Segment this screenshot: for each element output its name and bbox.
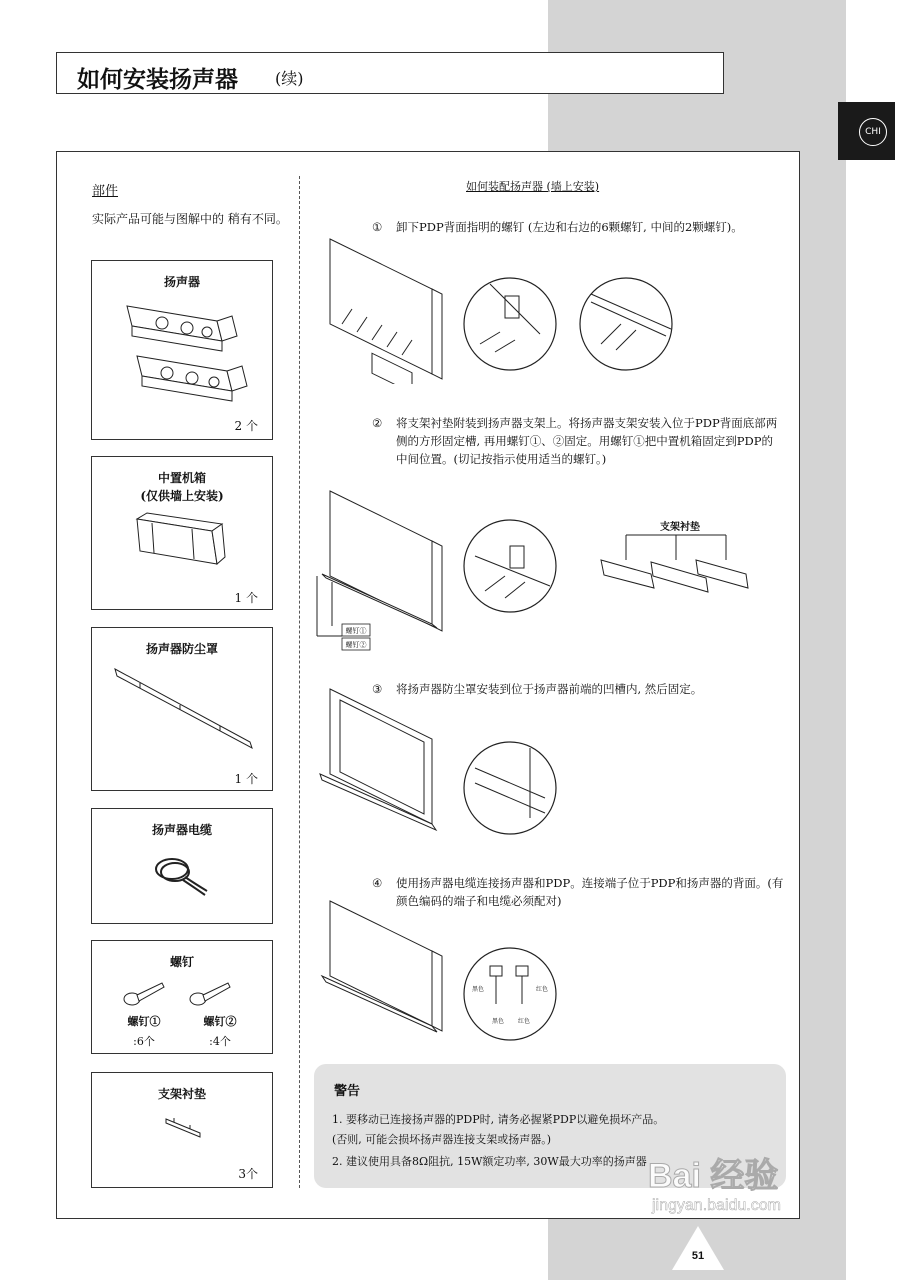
part-box-speaker-cable — [91, 808, 273, 924]
step-number: ④ — [372, 876, 383, 890]
language-tab-label: CHI — [859, 118, 887, 146]
step-2-screw2-callout: 螺钉② — [345, 641, 367, 649]
step-text: 将扬声器防尘罩安装到位于扬声器前端的凹槽内, 然后固定。 — [396, 682, 703, 696]
part-box-screws — [91, 940, 273, 1054]
assembly-heading: 如何装配扬声器 (墙上安装) — [466, 180, 600, 193]
baidu-watermark — [648, 1148, 781, 1215]
screw-2-qty: :4个 — [209, 1035, 231, 1048]
part-qty: 1 个 — [234, 591, 258, 605]
step-3-pdp-illustration — [312, 684, 448, 834]
center-box-illustration — [132, 509, 232, 574]
step-number: ① — [372, 220, 383, 234]
part-box-dust-cover — [91, 627, 273, 791]
step-1-detail-right — [576, 274, 676, 374]
step-2-speaker-brackets — [596, 530, 756, 610]
terminal-red-label: 红色 — [536, 986, 549, 993]
step-1-pdp-illustration — [312, 234, 448, 384]
parts-note: 实际产品可能与图解中的 稍有不同。 — [92, 212, 288, 226]
part-qty: 2 个 — [234, 419, 258, 433]
watermark-url: jingyan.baidu.com — [652, 1197, 781, 1214]
step-2-pdp-illustration — [312, 486, 448, 652]
title-box — [56, 52, 724, 94]
step-3-detail — [460, 738, 560, 838]
warning-title: 警告 — [334, 1084, 361, 1099]
page-title-suffix: (续) — [275, 69, 304, 88]
step-2-detail — [460, 516, 560, 616]
column-divider — [299, 176, 300, 1188]
bracket-pad-illustration — [162, 1113, 207, 1143]
part-title: 中置机箱 (仅供墙上安装) — [140, 471, 224, 503]
watermark-brand: Bai 经验 — [648, 1157, 779, 1195]
terminal-black-label: 黑色 — [472, 986, 485, 993]
parts-heading: 部件 — [92, 184, 119, 199]
speaker-illustration — [122, 291, 252, 411]
part-qty: 3个 — [238, 1167, 258, 1181]
warning-item-1: 1. 要移动已连接扬声器的PDP时, 请务必握紧PDP以避免损坏产品。 (否则, 可能会损坏扬声器连接支架或扬声器。) — [332, 1113, 665, 1146]
warning-item-2: 2. 建议使用具备8Ω阻抗, 15W额定功率, 30W最大功率的扬声器 — [332, 1155, 647, 1168]
part-title: 扬声器防尘罩 — [145, 642, 218, 656]
step-4-pdp-illustration — [312, 896, 448, 1036]
screw-2-label: 螺钉② — [203, 1015, 237, 1028]
step-2-bracket-pad-callout: 支架衬垫 — [660, 522, 700, 533]
step-text: 使用扬声器电缆连接扬声器和PDP。连接端子位于PDP和扬声器的背面。(有颜色编码的端子和电缆必须配对) — [396, 876, 784, 908]
page-title: 如何安装扬声器 — [77, 66, 238, 93]
screw-1-label: 螺钉① — [127, 1015, 161, 1028]
cable-red-label: 红色 — [518, 1018, 531, 1025]
step-1-detail-left — [460, 274, 560, 374]
step-4-terminal-detail — [460, 944, 560, 1044]
step-number: ② — [372, 416, 383, 430]
dust-cover-illustration — [110, 664, 260, 754]
part-box-center-box — [91, 456, 273, 610]
part-title: 扬声器 — [163, 275, 200, 289]
step-number: ③ — [372, 682, 383, 696]
step-text: 卸下PDP背面指明的螺钉 (左边和右边的6颗螺钉, 中间的2颗螺钉)。 — [396, 220, 743, 234]
page-number: 51 — [691, 1250, 705, 1262]
page-number-triangle — [672, 1226, 724, 1270]
part-title: 支架衬垫 — [157, 1087, 206, 1101]
part-box-bracket-pad — [91, 1072, 273, 1188]
step-text: 将支架衬垫附装到扬声器支架上。将扬声器支架安装入位于PDP背面底部两侧的方形固定槽, 再用螺钉①、②固定。用螺钉①把中置机箱固定到PDP的中间位置。(切记按指示使用适当的螺钉。) — [396, 416, 778, 466]
cable-black-label: 黑色 — [492, 1018, 505, 1025]
part-box-speaker — [91, 260, 273, 440]
part-qty: 1 个 — [234, 772, 258, 786]
part-title: 扬声器电缆 — [151, 823, 212, 837]
screw-2-icon — [186, 971, 236, 1011]
step-2 — [372, 414, 784, 468]
cable-illustration — [147, 847, 217, 899]
screw-1-qty: :6个 — [133, 1035, 155, 1048]
step-2-screw1-callout: 螺钉① — [345, 627, 367, 635]
screw-1-icon — [120, 971, 170, 1011]
part-title: 螺钉 — [169, 955, 194, 969]
